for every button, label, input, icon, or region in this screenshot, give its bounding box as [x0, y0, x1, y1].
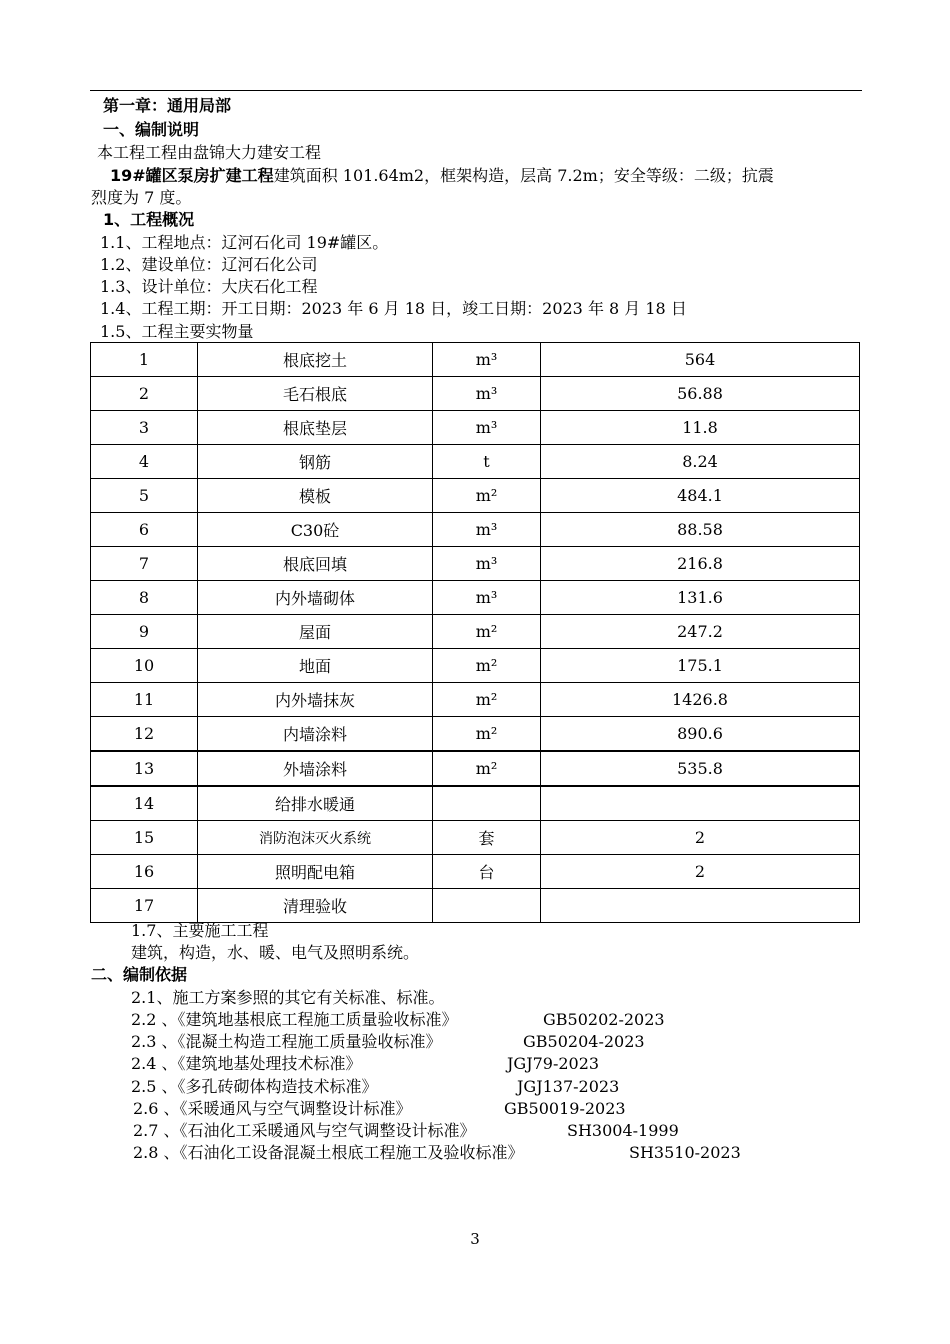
row-item: 钢筋: [198, 445, 433, 479]
overview-item: 1.3、设计单位：大庆石化工程: [100, 277, 318, 296]
basis-item: [131, 1010, 665, 1030]
row-quantity: 11.8: [541, 411, 860, 445]
row-unit: m³: [433, 411, 541, 445]
basis-item: [133, 1143, 741, 1163]
table-row: [91, 547, 860, 581]
row-unit: m²: [433, 479, 541, 513]
basis-item: [133, 1099, 626, 1119]
row-item: 消防泡沫灭火系统: [198, 821, 433, 855]
row-quantity: 484.1: [541, 479, 860, 513]
section1-title: 一、编制说明: [103, 120, 200, 139]
row-item: 照明配电箱: [198, 855, 433, 889]
row-quantity: 216.8: [541, 547, 860, 581]
row-quantity: 131.6: [541, 581, 860, 615]
row-unit: m³: [433, 547, 541, 581]
basis-item: [131, 1077, 620, 1097]
table-row: [91, 411, 860, 445]
row-item: C30砼: [198, 513, 433, 547]
page-number: 3: [470, 1230, 480, 1248]
row-item: 外墙涂料: [198, 751, 433, 786]
row-quantity: 2: [541, 855, 860, 889]
row-number: 5: [91, 479, 198, 513]
row-number: 9: [91, 615, 198, 649]
row-quantity: [541, 786, 860, 821]
basis-item-code: GB50204-2023: [523, 1032, 645, 1051]
row-item: 根底回填: [198, 547, 433, 581]
row-unit: [433, 786, 541, 821]
row-quantity: [541, 889, 860, 923]
row-number: 8: [91, 581, 198, 615]
table-row: [91, 615, 860, 649]
row-item: 清理验收: [198, 889, 433, 923]
row-unit: 套: [433, 821, 541, 855]
row-quantity: 564: [541, 343, 860, 377]
row-number: 10: [91, 649, 198, 683]
main-works-text: 建筑，构造，水、暖、电气及照明系统。: [131, 943, 420, 962]
basis-item: [133, 1121, 679, 1141]
basis-item-title: 2.3 、《混凝土构造工程施工质量验收标准》: [131, 1032, 442, 1051]
quantities-table: [90, 342, 860, 923]
table-row: [91, 855, 860, 889]
table-row: [91, 445, 860, 479]
basis-item-title: 2.7 、《石油化工采暖通风与空气调整设计标准》: [133, 1121, 476, 1140]
row-unit: m³: [433, 377, 541, 411]
intro-line-2: [110, 166, 774, 186]
row-quantity: 535.8: [541, 751, 860, 786]
table-row: [91, 513, 860, 547]
row-item: 内外墙砌体: [198, 581, 433, 615]
row-unit: m²: [433, 751, 541, 786]
row-number: 4: [91, 445, 198, 479]
row-item: 内外墙抹灰: [198, 683, 433, 717]
basis-item: [131, 1032, 645, 1052]
basis-item-code: SH3004-1999: [567, 1121, 679, 1140]
basis-item-title: 2.2 、《建筑地基根底工程施工质量验收标准》: [131, 1010, 458, 1029]
row-unit: m²: [433, 717, 541, 752]
row-number: 6: [91, 513, 198, 547]
main-works-title: 1.7、主要施工工程: [131, 921, 269, 940]
row-unit: m³: [433, 581, 541, 615]
overview-item: 1.1、工程地点：辽河石化司 19#罐区。: [100, 233, 389, 252]
table-row: [91, 683, 860, 717]
row-quantity: 247.2: [541, 615, 860, 649]
row-item: 根底垫层: [198, 411, 433, 445]
header-rule: [90, 90, 862, 91]
intro-line-3: 烈度为 7 度。: [91, 188, 192, 207]
row-item: 内墙涂料: [198, 717, 433, 752]
intro-line-1: 本工程工程由盘锦大力建安工程: [97, 143, 322, 162]
basis-item-title: 2.6 、《采暖通风与空气调整设计标准》: [133, 1099, 412, 1118]
table-row: [91, 479, 860, 513]
table-row: [91, 889, 860, 923]
table-row: [91, 377, 860, 411]
row-unit: m³: [433, 513, 541, 547]
basis-item-code: GB50019-2023: [504, 1099, 626, 1118]
row-quantity: 8.24: [541, 445, 860, 479]
chapter-title: 第一章：通用局部: [103, 96, 232, 115]
row-item: 根底挖土: [198, 343, 433, 377]
row-quantity: 1426.8: [541, 683, 860, 717]
row-number: 3: [91, 411, 198, 445]
row-quantity: 2: [541, 821, 860, 855]
row-quantity: 56.88: [541, 377, 860, 411]
row-unit: 台: [433, 855, 541, 889]
overview-item: 1.4、工程工期：开工日期：2023 年 6 月 18 日，竣工日期：2023 年 8 月 18 日: [100, 299, 687, 318]
basis-item: [131, 1054, 600, 1074]
row-item: 毛石根底: [198, 377, 433, 411]
row-number: 2: [91, 377, 198, 411]
basis-item-code: JGJ137-2023: [517, 1077, 620, 1096]
overview-title: 1、工程概况: [103, 210, 195, 229]
row-number: 17: [91, 889, 198, 923]
row-number: 16: [91, 855, 198, 889]
row-quantity: 88.58: [541, 513, 860, 547]
row-number: 7: [91, 547, 198, 581]
row-number: 11: [91, 683, 198, 717]
basis-item-code: SH3510-2023: [629, 1143, 741, 1162]
row-unit: m²: [433, 615, 541, 649]
basis-item-title: 2.4 、《建筑地基处理技术标准》: [131, 1054, 362, 1073]
overview-item: 1.2、建设单位：辽河石化公司: [100, 255, 318, 274]
basis-item-title: 2.5 、《多孔砖砌体构造技术标准》: [131, 1077, 378, 1096]
row-item: 给排水暖通: [198, 786, 433, 821]
basis-item-code: GB50202-2023: [543, 1010, 665, 1029]
overview-item: 1.5、工程主要实物量: [100, 322, 254, 341]
row-unit: m²: [433, 649, 541, 683]
table-row: [91, 343, 860, 377]
intro-line-2-rest: 建筑面积 101.64m2，框架构造，层高 7.2m；安全等级：二级；抗震: [273, 166, 774, 185]
row-number: 14: [91, 786, 198, 821]
row-unit: t: [433, 445, 541, 479]
table-row: [91, 751, 860, 786]
section2-title: 二、编制依据: [91, 965, 188, 984]
project-name: 19#罐区泵房扩建工程: [110, 166, 274, 185]
row-item: 地面: [198, 649, 433, 683]
table-row: [91, 786, 860, 821]
row-unit: m³: [433, 343, 541, 377]
basis-item-code: JGJ79-2023: [507, 1054, 600, 1073]
row-number: 12: [91, 717, 198, 752]
row-number: 1: [91, 343, 198, 377]
table-row: [91, 821, 860, 855]
basis-item-title: 2.8 、《石油化工设备混凝土根底工程施工及验收标准》: [133, 1143, 524, 1162]
row-unit: m²: [433, 683, 541, 717]
table-row: [91, 581, 860, 615]
row-number: 15: [91, 821, 198, 855]
row-quantity: 175.1: [541, 649, 860, 683]
row-number: 13: [91, 751, 198, 786]
table-row: [91, 717, 860, 752]
row-quantity: 890.6: [541, 717, 860, 752]
row-item: 模板: [198, 479, 433, 513]
basis-item: 2.1、施工方案参照的其它有关标准、标准。: [131, 988, 445, 1007]
row-item: 屋面: [198, 615, 433, 649]
row-unit: [433, 889, 541, 923]
table-row: [91, 649, 860, 683]
